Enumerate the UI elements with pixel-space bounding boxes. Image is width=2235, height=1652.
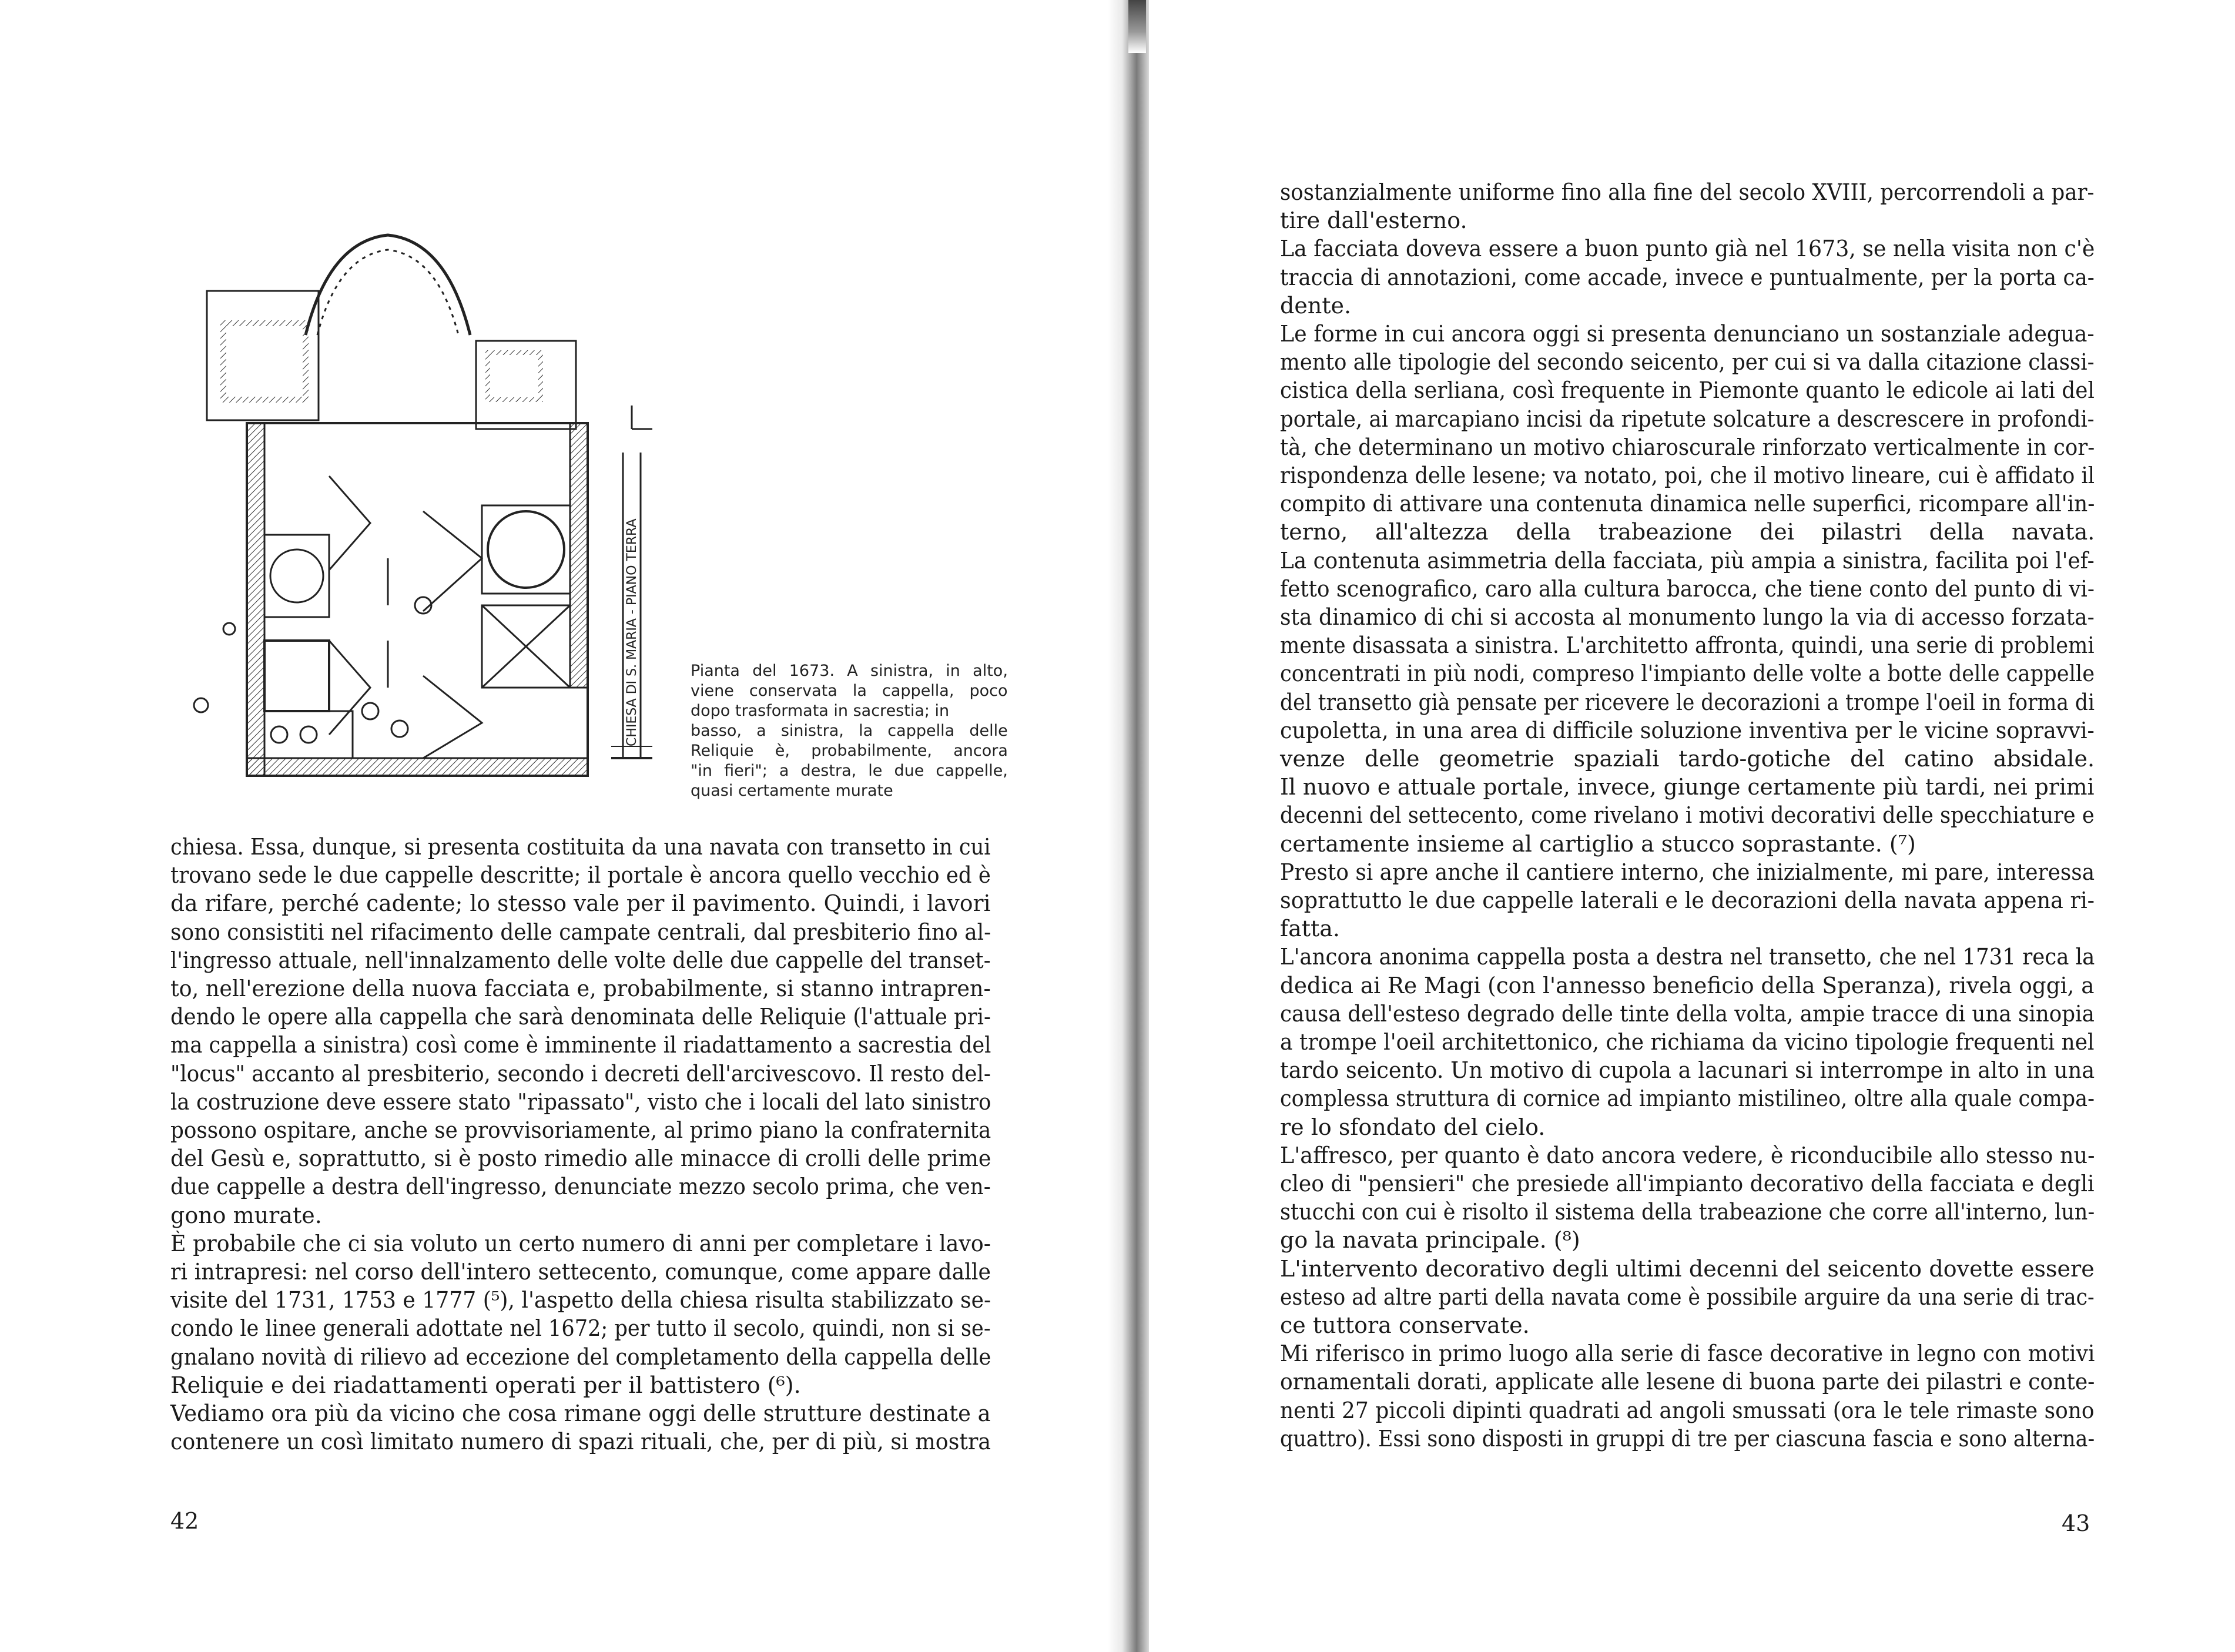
body-text-line: nenti 27 piccoli dipinti quadrati ad angoli smussati (ora le tele rimaste sono (1280, 1397, 2095, 1423)
body-text-line: la costruzione deve essere stato "ripassato", visto che i locali del lato sinistro (170, 1088, 991, 1115)
body-text-line: causa dell'esteso degrado delle tinte della volta, ampie tracce di una sinopia (1280, 1000, 2095, 1027)
body-text-line: chiesa. Essa, dunque, si presenta costituita da una navata con transetto in cui (170, 834, 991, 860)
body-text-line: cupoletta, in una area di difficile soluzione inventiva per le vicine sopravvi- (1280, 717, 2095, 743)
body-text-line: Le forme in cui ancora oggi si presenta denunciano un sostanziale adegua- (1280, 321, 2095, 347)
body-text-line: da rifare, perché cadente; lo stesso vale per il pavimento. Quindi, i lavori (170, 890, 991, 917)
body-text-line: ce tuttora conservate. (1280, 1312, 1530, 1338)
body-text-line: dendo le opere alla cappella che sarà denominata delle Reliquie (l'attuale pri- (170, 1004, 991, 1030)
body-text-line: soprattutto le due cappelle laterali e le decorazioni della navata appena ri- (1280, 887, 2095, 913)
body-text-line: re lo sfondato del cielo. (1280, 1114, 1546, 1140)
body-text-line: due cappelle a destra dell'ingresso, denunciate mezzo secolo prima, che ven- (170, 1174, 991, 1200)
body-text-line: del transetto già pensate per ricevere le decorazioni a trompe l'oeil in forma di (1280, 689, 2095, 715)
body-text-line: cleo di "pensieri" che presiede all'impianto decorativo della facciata e degli (1280, 1171, 2095, 1197)
caption-line: Pianta del 1673. A sinistra, in alto, (691, 662, 1008, 680)
body-text-line: sta dinamico di chi si accosta al monumento lungo la via di accesso forzata- (1280, 604, 2095, 630)
body-text-line: gono murate. (170, 1202, 322, 1228)
book-gutter (1108, 0, 1149, 1652)
body-text-line: La contenuta asimmetria della facciata, più ampia a sinistra, facilita poi l'ef- (1280, 547, 2095, 574)
left-page-number: 42 (170, 1508, 199, 1534)
body-text-line: complessa struttura di cornice ad impianto mistilineo, oltre alla quale compa- (1280, 1085, 2095, 1112)
body-text-line: "locus" accanto al presbiterio, secondo i decreti dell'arcivescovo. Il resto del- (170, 1060, 991, 1087)
body-text-line: ri intrapresi: nel corso dell'intero settecento, comunque, come appare dalle (170, 1259, 991, 1285)
body-text-line: Presto si apre anche il cantiere interno, che inizialmente, mi pare, interessa (1280, 859, 2095, 885)
body-text-line: L'affresco, per quanto è dato ancora vedere, è riconducibile allo stesso nu- (1280, 1142, 2095, 1168)
body-text-line: certamente insieme al cartiglio a stucco soprastante. (⁷) (1280, 830, 1916, 857)
body-text-line: L'intervento decorativo degli ultimi decenni del seicento dovette essere (1280, 1255, 2095, 1282)
body-text-line: fatta. (1280, 916, 1340, 942)
body-text-line: trovano sede le due cappelle descritte; il portale è ancora quello vecchio ed è (170, 862, 991, 889)
body-text-line: Reliquie e dei riadattamenti operati per il battistero (⁶). (170, 1372, 801, 1398)
body-text-line: Il nuovo e attuale portale, invece, giunge certamente più tardi, nei primi (1280, 774, 2095, 800)
caption-line: viene conservata la cappella, poco (691, 682, 1008, 700)
body-text-line: ornamentali dorati, applicate alle lesene di buona parte dei pilastri e conte- (1280, 1369, 2095, 1395)
body-text-line: possono ospitare, anche se provvisoriamente, al primo piano la confraternita (170, 1117, 991, 1143)
body-text-line: terno, all'altezza della trabeazione dei pilastri della navata. (1280, 519, 2095, 545)
body-text-line: concentrati in più nodi, compreso l'impianto delle volte a botte delle cappelle (1280, 661, 2095, 687)
book-gutter-shadow (1128, 0, 1146, 53)
body-text-line: mente disassata a sinistra. L'architetto affronta, quindi, una serie di problemi (1280, 632, 2095, 659)
caption-line: dopo trasformata in sacrestia; in (691, 702, 950, 720)
body-text-line: l'ingresso attuale, nell'innalzamento delle volte delle due cappelle del transet- (170, 947, 991, 973)
body-text-line: traccia di annotazioni, come accade, invece e puntualmente, per la porta ca- (1280, 264, 2095, 290)
body-text-line: a trompe l'oeil architettonico, che richiama da vicino tipologie frequenti nel (1280, 1029, 2095, 1055)
body-text-line: venze delle geometrie spaziali tardo-gotiche del catino absidale. (1280, 746, 2095, 772)
body-text-line: dente. (1280, 292, 1352, 319)
body-text-line: del Gesù e, soprattutto, si è posto rimedio alle minacce di crolli delle prime (170, 1145, 991, 1172)
body-text-line: L'ancora anonima cappella posta a destra nel transetto, che nel 1731 reca la (1280, 944, 2095, 970)
body-text-line: Mi riferisco in primo luogo alla serie di fasce decorative in legno con motivi (1280, 1341, 2095, 1367)
right-page-number: 43 (2062, 1510, 2090, 1536)
body-text-line: mento alle tipologie del secondo seicento, per cui si va dalla citazione classi- (1280, 349, 2095, 376)
body-text-line: È probabile che ci sia voluto un certo numero di anni per completare i lavo- (170, 1230, 991, 1256)
body-text-line: sono consistiti nel rifacimento delle campate centrali, dal presbiterio fino al- (170, 919, 991, 945)
body-text-line: tà, che determinano un motivo chiaroscurale rinforzato verticalmente in cor- (1280, 434, 2095, 460)
body-text-line: rispondenza delle lesene; va notato, poi, che il motivo lineare, cui è affidato il (1280, 463, 2095, 488)
body-text-line: sostanzialmente uniforme fino alla fine del secolo XVIII, percorrendoli a par- (1280, 179, 2095, 205)
body-text-line: stucchi con cui è risolto il sistema della trabeazione che corre all'interno, lun- (1280, 1199, 2095, 1225)
body-text-line: tardo seicento. Un motivo di cupola a lacunari si interrompe in alto in una (1280, 1057, 2095, 1084)
caption-line: "in fieri"; a destra, le due cappelle, (691, 762, 1008, 780)
body-text-line: portale, ai marcapiano incisi da ripetute solcature a descrescere in profondi- (1280, 406, 2095, 432)
body-text-line: Vediamo ora più da vicino che cosa rimane oggi delle strutture destinate a (170, 1400, 991, 1426)
body-text-line: decenni del settecento, come rivelano i motivi decorativi delle specchiature e (1280, 802, 2095, 829)
caption-line: basso, a sinistra, la cappella delle (691, 722, 1008, 740)
body-text-line: to, nell'erezione della nuova facciata e, probabilmente, si stanno intrapren- (170, 976, 991, 1001)
body-text-line: fetto scenografico, caro alla cultura barocca, che tiene conto del punto di vi- (1280, 575, 2095, 602)
body-text-line: contenere un così limitato numero di spazi rituali, che, per di più, si mostra (170, 1429, 991, 1455)
body-text-line: compito di attivare una contenuta dinamica nelle superfici, ricompare all'in- (1280, 491, 2095, 517)
body-text-line: condo le linee generali adottate nel 1672; per tutto il secolo, quindi, non si se- (170, 1315, 991, 1342)
body-text-line: quattro). Essi sono disposti in gruppi di tre per ciascuna fascia e sono alterna- (1280, 1425, 2095, 1452)
body-text-line: ma cappella a sinistra) così come è imminente il riadattamento a sacrestia del (170, 1032, 991, 1058)
body-text-line: dedica ai Re Magi (con l'annesso beneficio della Speranza), rivela oggi, a (1280, 972, 2095, 998)
caption-line: Reliquie è, probabilmente, ancora (691, 742, 1008, 760)
body-text-line: go la navata principale. (⁸) (1280, 1227, 1580, 1254)
church-floor-plan (176, 229, 658, 817)
body-text-line: tire dall'esterno. (1280, 207, 1467, 234)
body-text-line: visite del 1731, 1753 e 1777 (⁵), l'aspetto della chiesa risulta stabilizzato se- (170, 1287, 991, 1313)
body-text-line: La facciata doveva essere a buon punto già nel 1673, se nella visita non c'è (1280, 236, 2095, 262)
body-text-line: esteso ad altre parti della navata come è possibile arguire da una serie di trac- (1280, 1284, 2095, 1310)
body-text-line: cistica della serliana, così frequente in Piemonte quanto le edicole ai lati del (1280, 377, 2095, 404)
plan-vertical-label: CHIESA DI S. MARIA - PIANO TERRA (625, 518, 639, 746)
caption-line: quasi certamente murate (691, 782, 893, 800)
body-text-line: gnalano novità di rilievo ad eccezione del completamento della cappella delle (170, 1343, 991, 1370)
